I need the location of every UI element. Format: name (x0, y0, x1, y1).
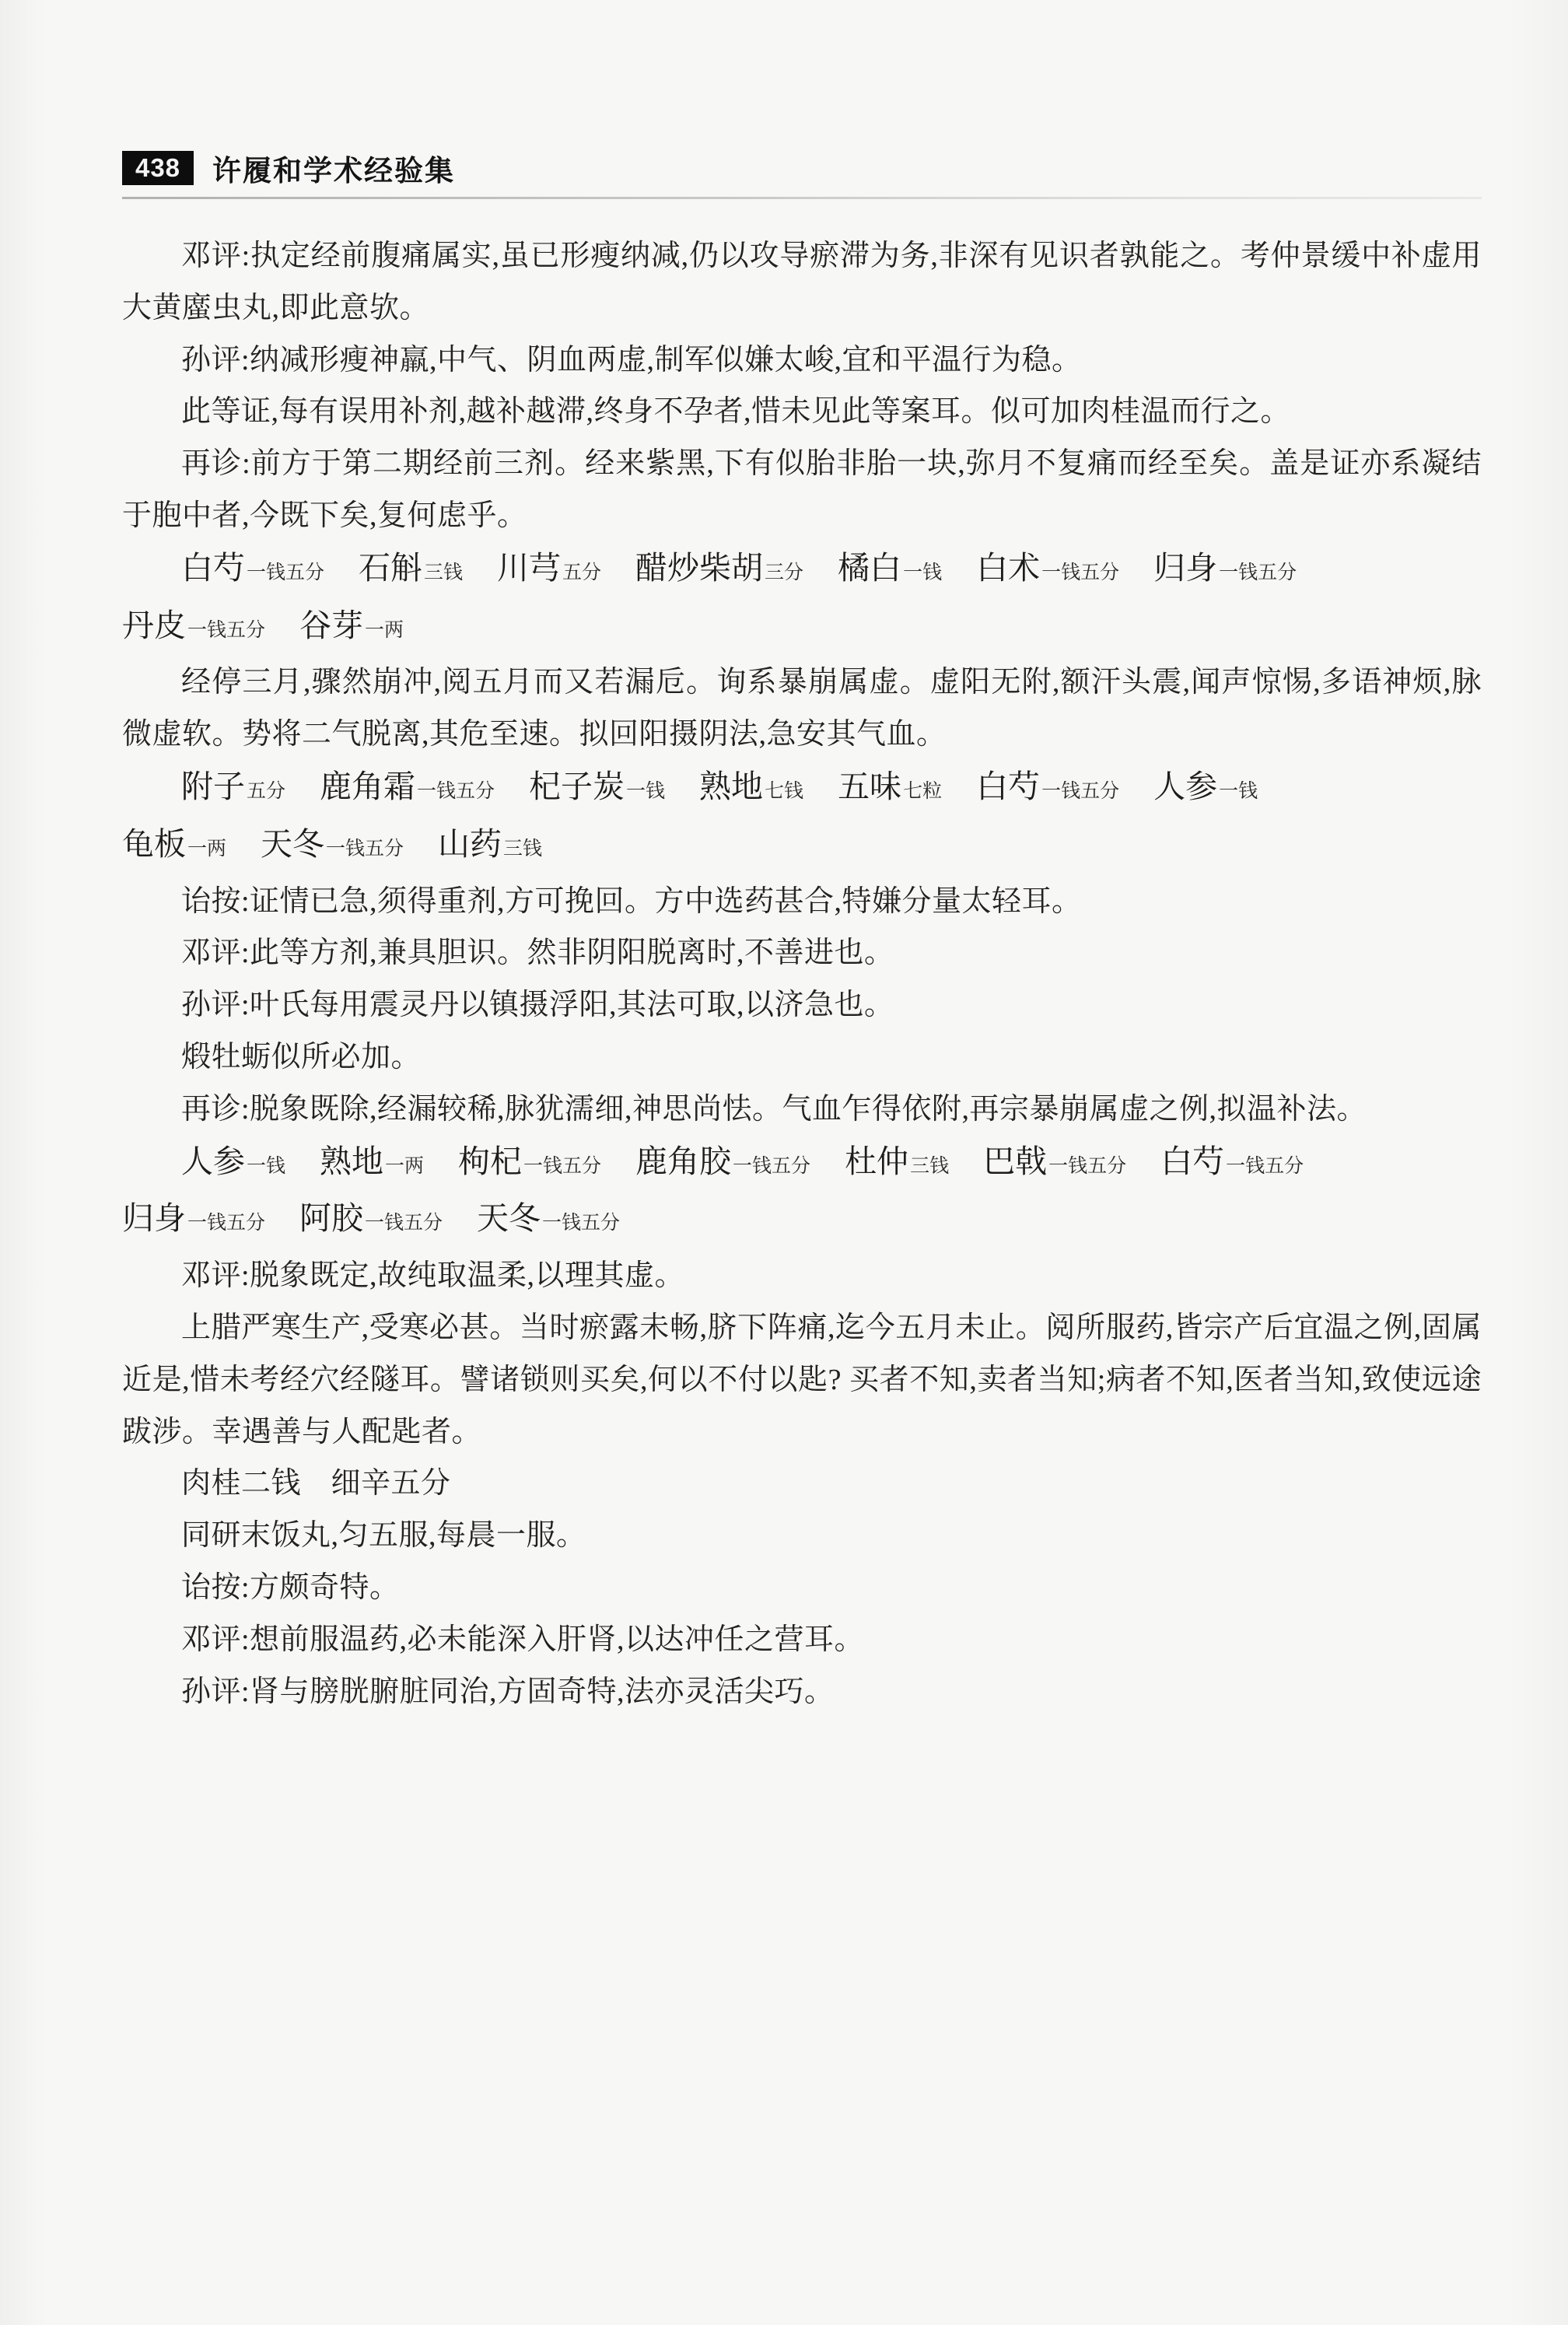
paragraph: 此等证,每有误用补剂,越补越滞,终身不孕者,惜未见此等案耳。似可加肉桂温而行之。 (181, 395, 1291, 429)
drug-name: 丹皮 (122, 607, 186, 643)
prescription (122, 1136, 1482, 1251)
drug-entry (477, 1200, 620, 1236)
drug-name: 白芍 (181, 549, 245, 586)
drug-entry (635, 550, 803, 586)
drug-dose: 一钱五分 (187, 1213, 266, 1234)
drug-dose: 一钱五分 (417, 780, 495, 802)
drug-dose: 一钱五分 (1219, 562, 1297, 583)
drug-name: 枸杞 (458, 1143, 523, 1179)
drug-dose: 七钱 (765, 780, 804, 802)
drug-name: 杞子炭 (529, 768, 625, 804)
paragraph: 肉桂二钱 细辛五分 (181, 1467, 451, 1500)
drug-entry (976, 769, 1119, 804)
drug-dose: 一钱 (626, 780, 666, 802)
prescription (122, 761, 1482, 876)
drug-dose: 一钱 (903, 562, 943, 583)
drug-name: 醋炒柴胡 (635, 549, 764, 586)
drug-dose: 五分 (562, 562, 602, 583)
prescription-line (122, 761, 1482, 818)
drug-name: 鹿角胶 (635, 1143, 732, 1179)
drug-name: 五味 (838, 768, 902, 804)
drug-dose: 五分 (247, 780, 286, 802)
drug-dose: 一钱五分 (542, 1213, 621, 1234)
drug-entry (845, 1143, 949, 1179)
drug-entry (181, 1143, 285, 1179)
drug-name: 天冬 (261, 825, 325, 862)
paragraph: 孙评:肾与膀胱腑脏同治,方固奇特,法亦灵活尖巧。 (181, 1675, 835, 1708)
drug-name: 熟地 (320, 1143, 384, 1179)
drug-name: 龟板 (122, 825, 186, 862)
drug-dose: 三钱 (503, 838, 543, 860)
drug-name: 巴戟 (983, 1143, 1048, 1179)
paragraph: 再诊:前方于第二期经前三剂。经来紫黑,下有似胎非胎一块,弥月不复痛而经至矣。盖是证亦系凝结于胞中者,今既下矣,复何虑乎。 (122, 447, 1482, 532)
content (122, 230, 1482, 1717)
drug-dose: 七粒 (903, 780, 943, 802)
drug-entry (122, 1200, 265, 1236)
drug-entry (529, 769, 665, 804)
drug-entry (359, 550, 463, 586)
paragraph: 再诊:脱象既除,经漏较稀,脉犹濡细,神思尚怯。气血乍得依附,再宗暴崩属虚之例,拟温补法。 (181, 1092, 1367, 1126)
header-rule (122, 197, 1482, 199)
drug-entry (983, 1143, 1126, 1179)
drug-name: 白芍 (976, 768, 1041, 804)
drug-entry (1153, 769, 1258, 804)
drug-entry (838, 550, 942, 586)
drug-name: 白芍 (1160, 1143, 1225, 1179)
paragraph: 诒按:证情已急,须得重剂,方可挽回。方中选药甚合,特嫌分量太轻耳。 (181, 884, 1082, 918)
drug-name: 天冬 (477, 1200, 541, 1237)
paragraph: 同研末饭丸,匀五服,每晨一服。 (181, 1519, 586, 1553)
drug-dose: 一钱五分 (733, 1155, 811, 1177)
drug-name: 川芎 (497, 549, 562, 586)
drug-dose: 一钱五分 (1041, 562, 1120, 583)
drug-name: 归身 (1153, 549, 1218, 586)
drug-name: 人参 (181, 1143, 245, 1179)
drug-dose: 三钱 (424, 562, 464, 583)
paragraph: 经停三月,骤然崩冲,阅五月而又若漏卮。询系暴崩属虚。虚阳无附,额汗头震,闻声惊惕,多语神烦,脉微虚软。势将二气脱离,其危至速。拟回阳摄阴法,急安其气血。 (122, 666, 1482, 751)
prescription-line (122, 542, 1482, 600)
drug-entry (1153, 550, 1297, 586)
drug-dose: 一两 (365, 619, 404, 641)
drug-name: 橘白 (838, 549, 902, 586)
drug-entry (299, 608, 404, 643)
drug-dose: 一钱五分 (365, 1213, 443, 1234)
drug-entry (699, 769, 803, 804)
drug-dose: 一钱 (247, 1155, 286, 1177)
drug-name: 熟地 (699, 768, 764, 804)
drug-name: 杜仲 (845, 1143, 909, 1179)
paragraph: 煅牡蛎似所必加。 (181, 1040, 422, 1073)
prescription-line (122, 600, 1482, 657)
drug-entry (497, 550, 601, 586)
paragraph: 邓评:脱象既定,故纯取温柔,以理其虚。 (181, 1259, 685, 1293)
drug-entry (181, 769, 285, 804)
drug-entry (635, 1143, 810, 1179)
paragraph: 孙评:纳减形瘦神羸,中气、阴血两虚,制军似嫌太峻,宜和平温行为稳。 (181, 343, 1082, 376)
drug-dose: 一两 (187, 838, 227, 860)
drug-dose: 一钱五分 (523, 1155, 602, 1177)
drug-dose: 一钱五分 (187, 619, 266, 641)
drug-name: 附子 (181, 768, 245, 804)
prescription-line (122, 1192, 1482, 1250)
paragraph: 孙评:叶氏每用震灵丹以镇摄浮阳,其法可取,以济急也。 (181, 989, 894, 1022)
drug-entry (838, 769, 942, 804)
drug-name: 谷芽 (299, 607, 364, 643)
drug-name: 人参 (1153, 768, 1218, 804)
drug-entry (299, 1200, 443, 1236)
paragraph: 邓评:想前服温药,必未能深入肝肾,以达冲任之营耳。 (181, 1623, 865, 1656)
drug-entry (976, 550, 1119, 586)
drug-entry (320, 1143, 424, 1179)
prescription (122, 542, 1482, 657)
drug-name: 归身 (122, 1200, 186, 1237)
drug-dose: 三分 (765, 562, 804, 583)
book-title: 许履和学术经验集 (212, 156, 455, 187)
drug-dose: 一钱五分 (1048, 1155, 1127, 1177)
drug-dose: 一钱五分 (1041, 780, 1120, 802)
drug-entry (458, 1143, 601, 1179)
drug-entry (261, 826, 404, 862)
paragraph: 上腊严寒生产,受寒必甚。当时瘀露未畅,脐下阵痛,迄今五月未止。阅所服药,皆宗产后宜温之例,固属近是,惜未考经穴经隧耳。譬诸锁则买矣,何以不付以匙? 买者不知,卖者当知;病者不知,医者当知,致使远途跋涉。幸遇善与人配匙者。 (122, 1311, 1482, 1448)
page-number-badge: 438 (122, 151, 194, 185)
paragraph: 邓评:此等方剂,兼具胆识。然非阴阳脱离时,不善进也。 (181, 937, 894, 970)
paragraph: 诒按:方颇奇特。 (181, 1570, 400, 1604)
drug-entry (1160, 1143, 1304, 1179)
drug-name: 阿胶 (299, 1200, 364, 1237)
drug-entry (122, 826, 226, 862)
drug-name: 石斛 (359, 549, 423, 586)
drug-name: 白术 (976, 549, 1041, 586)
drug-name: 鹿角霜 (320, 768, 416, 804)
prescription-line (122, 1136, 1482, 1193)
drug-dose: 一钱 (1219, 780, 1258, 802)
drug-entry (320, 769, 495, 804)
prescription-line (122, 818, 1482, 876)
drug-dose: 三钱 (910, 1155, 950, 1177)
drug-entry (122, 608, 265, 643)
drug-dose: 一钱五分 (1226, 1155, 1304, 1177)
drug-dose: 一钱五分 (326, 838, 404, 860)
drug-dose: 一两 (385, 1155, 425, 1177)
drug-entry (181, 550, 324, 586)
drug-dose: 一钱五分 (247, 562, 325, 583)
page-header (122, 150, 1482, 186)
paragraph: 邓评:执定经前腹痛属实,虽已形瘦纳减,仍以攻导瘀滞为务,非深有见识者孰能之。考仲景缓中补虚用大黄䗪虫丸,即此意欤。 (122, 240, 1482, 324)
drug-name: 山药 (438, 825, 502, 862)
drug-entry (438, 826, 542, 862)
